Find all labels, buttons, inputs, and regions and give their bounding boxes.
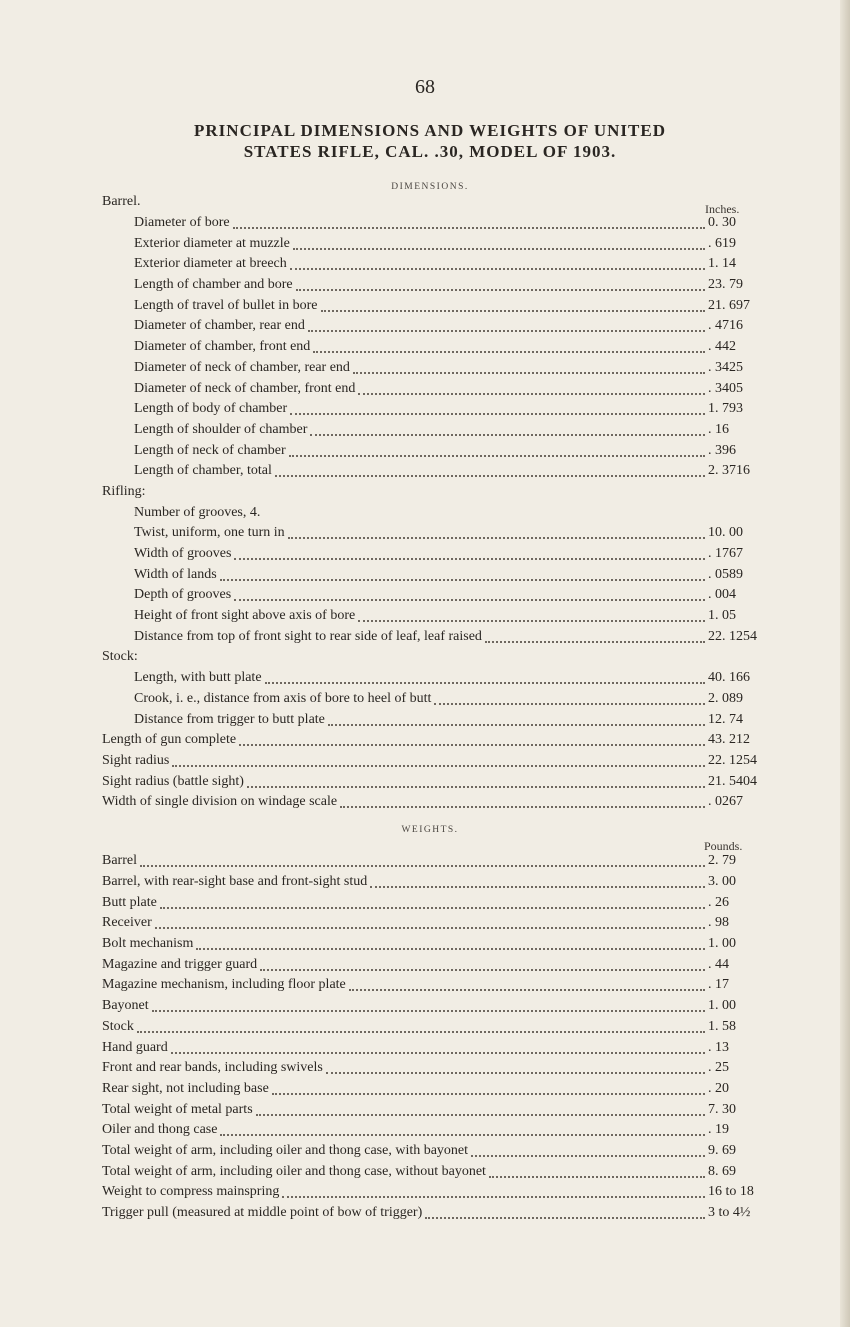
- dot-leader: [328, 710, 705, 726]
- row-label: Rifling:: [102, 483, 146, 499]
- row-label: Stock:: [102, 649, 138, 665]
- table-row: [102, 647, 758, 668]
- table-row: [102, 1182, 758, 1203]
- table-row: [102, 358, 758, 379]
- table-row: [102, 1120, 758, 1141]
- table-row: [102, 254, 758, 275]
- dot-leader: [172, 751, 705, 767]
- row-label: Diameter of chamber, front end: [134, 339, 311, 355]
- page-edge: [840, 0, 850, 1327]
- row-label: Width of single division on windage scale: [102, 794, 338, 810]
- table-row: [102, 751, 758, 772]
- weights-table: [102, 851, 758, 1223]
- row-value: 1. 05: [708, 608, 736, 624]
- row-value: 2. 089: [708, 690, 743, 706]
- table-row: [102, 523, 758, 544]
- dot-leader: [160, 893, 705, 909]
- row-label: Front and rear bands, including swivels: [102, 1060, 323, 1076]
- dot-leader: [256, 1100, 705, 1116]
- table-row: [102, 771, 758, 792]
- dot-leader: [425, 1203, 705, 1219]
- table-row: [102, 1161, 758, 1182]
- row-value: . 25: [708, 1060, 729, 1076]
- table-row: [102, 954, 758, 975]
- row-value: 40. 166: [708, 670, 750, 686]
- row-value: 1. 00: [708, 936, 736, 952]
- row-value: 2. 3716: [708, 463, 750, 479]
- row-label: Width of lands: [134, 566, 217, 582]
- row-value: . 16: [708, 421, 729, 437]
- table-row: [102, 996, 758, 1017]
- row-value: 3. 00: [708, 874, 736, 890]
- dot-leader: [471, 1141, 705, 1157]
- table-row: [102, 295, 758, 316]
- table-row: [102, 792, 758, 813]
- title-line-1: PRINCIPAL DIMENSIONS AND WEIGHTS OF UNITED: [194, 121, 666, 140]
- table-row: [102, 482, 758, 503]
- row-label: Butt plate: [102, 894, 157, 910]
- row-label: Oiler and thong case: [102, 1122, 218, 1138]
- table-row: [102, 213, 758, 234]
- dot-leader: [290, 254, 705, 270]
- dot-leader: [313, 337, 705, 353]
- table-row: [102, 233, 758, 254]
- dot-leader: [489, 1162, 705, 1178]
- dot-leader: [220, 565, 705, 581]
- table-row: [102, 1017, 758, 1038]
- table-row: [102, 689, 758, 710]
- row-label: Barrel: [102, 853, 137, 869]
- table-row: [102, 913, 758, 934]
- row-value: . 13: [708, 1039, 729, 1055]
- row-label: Hand guard: [102, 1039, 168, 1055]
- table-row: [102, 1037, 758, 1058]
- row-label: Distance from top of front sight to rear side of leaf, leaf raised: [134, 628, 482, 644]
- dot-leader: [272, 1079, 705, 1095]
- row-value: 1. 14: [708, 256, 736, 272]
- row-label: Length, with butt plate: [134, 670, 262, 686]
- row-label: Diameter of neck of chamber, front end: [134, 380, 356, 396]
- row-value: 22. 1254: [708, 628, 757, 644]
- row-label: Barrel, with rear-sight base and front-sight stud: [102, 874, 368, 890]
- dot-leader: [196, 934, 705, 950]
- table-row: [102, 892, 758, 913]
- table-row: [102, 585, 758, 606]
- table-row: [102, 709, 758, 730]
- dimensions-heading: DIMENSIONS.: [391, 182, 469, 192]
- row-label: Rear sight, not including base: [102, 1080, 269, 1096]
- row-label: Length of shoulder of chamber: [134, 421, 308, 437]
- row-label: Length of body of chamber: [134, 401, 288, 417]
- dot-leader: [137, 1017, 705, 1033]
- row-value: . 0267: [708, 794, 743, 810]
- dot-leader: [321, 296, 706, 312]
- dot-leader: [434, 689, 705, 705]
- row-label: Sight radius: [102, 752, 170, 768]
- table-row: [102, 399, 758, 420]
- row-value: 10. 00: [708, 525, 743, 541]
- dot-leader: [140, 851, 705, 867]
- table-row: [102, 1079, 758, 1100]
- dot-leader: [282, 1182, 705, 1198]
- row-label: Total weight of metal parts: [102, 1101, 253, 1117]
- dot-leader: [485, 627, 705, 643]
- row-value: . 3405: [708, 380, 743, 396]
- row-value: . 17: [708, 977, 729, 993]
- row-label: Exterior diameter at muzzle: [134, 235, 290, 251]
- row-label: Length of neck of chamber: [134, 442, 286, 458]
- row-value: . 3425: [708, 359, 743, 375]
- dot-leader: [220, 1120, 705, 1136]
- row-value: . 0589: [708, 566, 743, 582]
- weights-heading: WEIGHTS.: [401, 825, 459, 835]
- dot-leader: [288, 523, 705, 539]
- dot-leader: [234, 544, 705, 560]
- row-value: . 1767: [708, 546, 743, 562]
- dot-leader: [296, 275, 705, 291]
- row-label: Barrel.: [102, 194, 141, 210]
- row-label: Height of front sight above axis of bore: [134, 608, 356, 624]
- row-value: 22. 1254: [708, 752, 757, 768]
- table-row: [102, 316, 758, 337]
- row-value: 7. 30: [708, 1101, 736, 1117]
- table-row: [102, 1203, 758, 1224]
- dot-leader: [289, 441, 705, 457]
- dot-leader: [326, 1058, 705, 1074]
- dot-leader: [358, 606, 705, 622]
- row-label: Length of travel of bullet in bore: [134, 297, 318, 313]
- table-row: [102, 975, 758, 996]
- table-row: [102, 544, 758, 565]
- dot-leader: [233, 213, 705, 229]
- row-value: . 20: [708, 1080, 729, 1096]
- row-label: Width of grooves: [134, 546, 232, 562]
- dot-leader: [265, 668, 705, 684]
- dot-leader: [358, 379, 705, 395]
- row-value: 12. 74: [708, 711, 743, 727]
- row-label: Receiver: [102, 915, 152, 931]
- dot-leader: [293, 234, 705, 250]
- dot-leader: [290, 399, 705, 415]
- row-value: 9. 69: [708, 1142, 736, 1158]
- table-row: [102, 872, 758, 893]
- row-label: Diameter of neck of chamber, rear end: [134, 359, 350, 375]
- table-row: [102, 440, 758, 461]
- table-row: [102, 461, 758, 482]
- dimensions-table: [102, 192, 758, 813]
- row-label: Magazine and trigger guard: [102, 956, 258, 972]
- row-label: Sight radius (battle sight): [102, 773, 244, 789]
- dot-leader: [247, 772, 705, 788]
- row-label: Trigger pull (measured at middle point of bow of trigger): [102, 1205, 423, 1221]
- table-row: [102, 1141, 758, 1162]
- dot-leader: [308, 316, 705, 332]
- dot-leader: [353, 358, 705, 374]
- row-label: Diameter of bore: [134, 215, 230, 231]
- title-line-2: STATES RIFLE, CAL. .30, MODEL OF 1903.: [243, 142, 617, 161]
- row-value: 16 to 18: [708, 1184, 754, 1200]
- row-value: . 442: [708, 339, 736, 355]
- table-row: [102, 275, 758, 296]
- row-value: . 26: [708, 894, 729, 910]
- table-row: [102, 1058, 758, 1079]
- row-label: Bolt mechanism: [102, 936, 194, 952]
- row-label: Exterior diameter at breech: [134, 256, 287, 272]
- table-row: [102, 378, 758, 399]
- table-row: [102, 192, 758, 213]
- table-row: [102, 606, 758, 627]
- row-value: . 396: [708, 442, 736, 458]
- row-value: 21. 5404: [708, 773, 757, 789]
- row-label: Total weight of arm, including oiler and thong case, without bayonet: [102, 1163, 486, 1179]
- row-label: Total weight of arm, including oiler and thong case, with bayonet: [102, 1142, 469, 1158]
- row-value: . 44: [708, 956, 729, 972]
- table-row: [102, 502, 758, 523]
- row-label: Depth of grooves: [134, 587, 232, 603]
- row-label: Weight to compress mainspring: [102, 1184, 280, 1200]
- row-label: Crook, i. e., distance from axis of bore to heel of butt: [134, 690, 432, 706]
- row-label: Stock: [102, 1018, 134, 1034]
- row-value: . 19: [708, 1122, 729, 1138]
- row-value: 1. 00: [708, 998, 736, 1014]
- row-value: 1. 793: [708, 401, 743, 417]
- table-row: [102, 337, 758, 358]
- row-value: 8. 69: [708, 1163, 736, 1179]
- row-value: 23. 79: [708, 277, 743, 293]
- row-value: 1. 58: [708, 1018, 736, 1034]
- dot-leader: [239, 730, 705, 746]
- table-row: [102, 934, 758, 955]
- row-value: 2. 79: [708, 853, 736, 869]
- row-label: Number of grooves, 4.: [134, 504, 261, 520]
- row-label: Length of gun complete: [102, 732, 237, 748]
- table-row: [102, 420, 758, 441]
- row-value: . 004: [708, 587, 736, 603]
- table-row: [102, 564, 758, 585]
- row-value: . 98: [708, 915, 729, 931]
- row-value: . 4716: [708, 318, 743, 334]
- dot-leader: [152, 996, 705, 1012]
- table-row: [102, 1099, 758, 1120]
- row-value: . 619: [708, 235, 736, 251]
- dot-leader: [171, 1038, 705, 1054]
- table-row: [102, 730, 758, 751]
- row-value: 43. 212: [708, 732, 750, 748]
- dot-leader: [260, 955, 705, 971]
- row-label: Twist, uniform, one turn in: [134, 525, 285, 541]
- page-title: [100, 120, 760, 162]
- row-label: Bayonet: [102, 998, 149, 1014]
- row-value: 0. 30: [708, 215, 736, 231]
- dot-leader: [349, 975, 705, 991]
- row-label: Diameter of chamber, rear end: [134, 318, 305, 334]
- dot-leader: [370, 872, 705, 888]
- row-label: Distance from trigger to butt plate: [134, 711, 325, 727]
- table-row: [102, 851, 758, 872]
- table-row: [102, 626, 758, 647]
- row-value: 21. 697: [708, 297, 750, 313]
- row-value: 3 to 4½: [708, 1205, 751, 1221]
- dimensions-unit-label: Inches.: [705, 202, 740, 216]
- dot-leader: [275, 461, 705, 477]
- page-number: 68: [415, 76, 435, 98]
- weights-unit-label: Pounds.: [704, 839, 743, 853]
- row-label: Length of chamber and bore: [134, 277, 293, 293]
- dot-leader: [234, 585, 705, 601]
- row-label: Length of chamber, total: [134, 463, 272, 479]
- row-label: Magazine mechanism, including floor plate: [102, 977, 346, 993]
- dot-leader: [155, 913, 705, 929]
- dot-leader: [310, 420, 705, 436]
- table-row: [102, 668, 758, 689]
- dot-leader: [340, 792, 705, 808]
